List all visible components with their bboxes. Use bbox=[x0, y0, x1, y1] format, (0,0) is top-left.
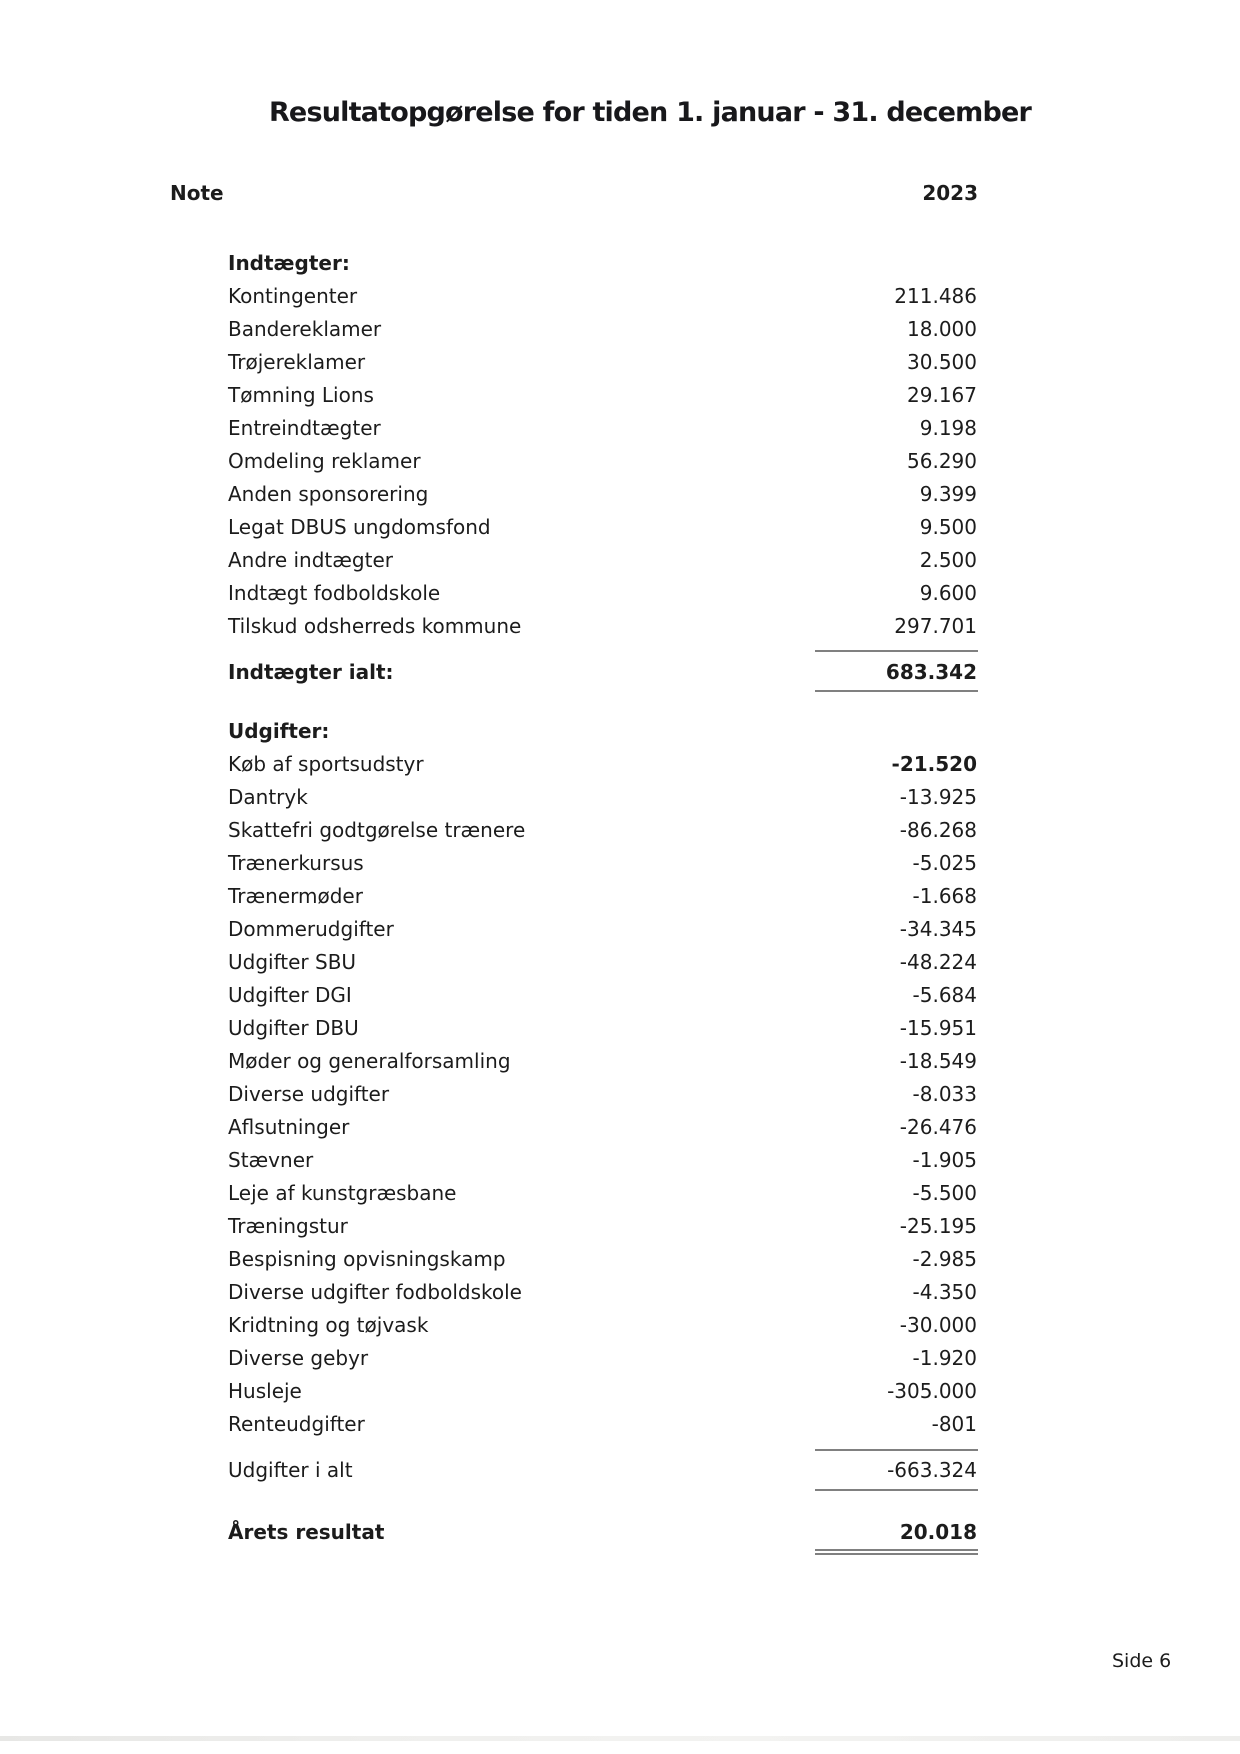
table-row bbox=[228, 1308, 977, 1341]
row-label: Møder og generalforsamling bbox=[228, 1048, 511, 1073]
year-result-double-rule-top bbox=[815, 1549, 978, 1551]
row-label: Husleje bbox=[228, 1378, 302, 1403]
year-result-label: Årets resultat bbox=[228, 1519, 385, 1544]
table-row bbox=[228, 1143, 977, 1176]
table-row bbox=[228, 279, 977, 312]
row-label: Diverse udgifter fodboldskole bbox=[228, 1279, 522, 1304]
row-label: Skattefri godtgørelse trænere bbox=[228, 817, 526, 842]
table-row bbox=[228, 912, 977, 945]
row-value: -8.033 bbox=[912, 1081, 977, 1106]
row-label: Udgifter SBU bbox=[228, 949, 357, 974]
table-row bbox=[228, 1209, 977, 1242]
row-value: 9.198 bbox=[919, 415, 977, 440]
table-row bbox=[228, 609, 977, 642]
row-value: -13.925 bbox=[899, 784, 977, 809]
table-row bbox=[228, 1275, 977, 1308]
table-row bbox=[228, 312, 977, 345]
table-row bbox=[228, 813, 977, 846]
row-value: 29.167 bbox=[907, 382, 977, 407]
table-row bbox=[228, 510, 977, 543]
expenses-section-header: Udgifter: bbox=[228, 718, 330, 743]
row-value: -1.920 bbox=[912, 1345, 977, 1370]
income-section bbox=[228, 246, 977, 642]
row-label: Diverse gebyr bbox=[228, 1345, 369, 1370]
row-label: Legat DBUS ungdomsfond bbox=[228, 514, 491, 539]
row-value: -4.350 bbox=[912, 1279, 977, 1304]
row-label: Trænermøder bbox=[228, 883, 363, 908]
row-value: -1.905 bbox=[912, 1147, 977, 1172]
row-label: Renteudgifter bbox=[228, 1411, 365, 1436]
table-row bbox=[228, 1374, 977, 1407]
row-label: Tilskud odsherreds kommune bbox=[228, 613, 522, 638]
row-label: Trøjereklamer bbox=[228, 349, 366, 374]
row-label: Udgifter DBU bbox=[228, 1015, 359, 1040]
expenses-section-header-row bbox=[228, 714, 977, 747]
income-total-value: 683.342 bbox=[885, 659, 977, 684]
row-value: -21.520 bbox=[891, 751, 977, 776]
scan-artifact-line bbox=[0, 1736, 1240, 1741]
row-label: Trænerkursus bbox=[228, 850, 364, 875]
table-row bbox=[228, 477, 977, 510]
row-label: Dantryk bbox=[228, 784, 308, 809]
row-value: -5.500 bbox=[912, 1180, 977, 1205]
row-value: -26.476 bbox=[899, 1114, 977, 1139]
table-row bbox=[228, 978, 977, 1011]
row-label: Tømning Lions bbox=[228, 382, 374, 407]
table-row bbox=[228, 879, 977, 912]
row-value: -1.668 bbox=[912, 883, 977, 908]
income-total-bottom-rule bbox=[815, 690, 978, 692]
income-rows bbox=[228, 279, 977, 642]
table-row bbox=[228, 1242, 977, 1275]
row-value: -30.000 bbox=[899, 1312, 977, 1337]
row-label: Dommerudgifter bbox=[228, 916, 394, 941]
row-label: Aflsutninger bbox=[228, 1114, 350, 1139]
row-value: 9.600 bbox=[919, 580, 977, 605]
expenses-section bbox=[228, 714, 977, 1440]
table-row bbox=[228, 747, 977, 780]
row-label: Omdeling reklamer bbox=[228, 448, 421, 473]
expenses-total-label: Udgifter i alt bbox=[228, 1457, 353, 1482]
row-value: -15.951 bbox=[899, 1015, 977, 1040]
table-row bbox=[228, 780, 977, 813]
expenses-total-row bbox=[228, 1453, 977, 1486]
row-value: 9.500 bbox=[919, 514, 977, 539]
row-label: Træningstur bbox=[228, 1213, 348, 1238]
income-total-top-rule bbox=[815, 650, 978, 652]
row-value: -305.000 bbox=[887, 1378, 977, 1403]
table-row bbox=[228, 945, 977, 978]
table-row bbox=[228, 543, 977, 576]
row-value: -48.224 bbox=[899, 949, 977, 974]
row-value: -25.195 bbox=[899, 1213, 977, 1238]
table-row bbox=[228, 411, 977, 444]
row-label: Anden sponsorering bbox=[228, 481, 429, 506]
year-column-header: 2023 bbox=[922, 181, 978, 205]
table-row bbox=[228, 1011, 977, 1044]
row-label: Kridtning og tøjvask bbox=[228, 1312, 429, 1337]
row-value: -5.684 bbox=[912, 982, 977, 1007]
table-row bbox=[228, 1110, 977, 1143]
income-total-row bbox=[228, 655, 977, 688]
expenses-total-bottom-rule bbox=[815, 1489, 978, 1491]
row-label: Leje af kunstgræsbane bbox=[228, 1180, 457, 1205]
row-label: Diverse udgifter bbox=[228, 1081, 390, 1106]
table-row bbox=[228, 846, 977, 879]
row-value: 30.500 bbox=[907, 349, 977, 374]
row-value: -18.549 bbox=[899, 1048, 977, 1073]
row-value: -2.985 bbox=[912, 1246, 977, 1271]
table-row bbox=[228, 1077, 977, 1110]
page-title: Resultatopgørelse for tiden 1. januar - 31. december bbox=[268, 97, 1032, 128]
table-row bbox=[228, 345, 977, 378]
row-value: -34.345 bbox=[899, 916, 977, 941]
year-result-row bbox=[228, 1515, 977, 1548]
row-value: 297.701 bbox=[894, 613, 977, 638]
row-label: Bespisning opvisningskamp bbox=[228, 1246, 506, 1271]
table-row bbox=[228, 444, 977, 477]
row-value: -5.025 bbox=[912, 850, 977, 875]
table-row bbox=[228, 1407, 977, 1440]
note-column-header: Note bbox=[170, 181, 224, 205]
row-label: Kontingenter bbox=[228, 283, 358, 308]
income-section-header: Indtægter: bbox=[228, 250, 350, 275]
row-value: 18.000 bbox=[907, 316, 977, 341]
page-number: Side 6 bbox=[1112, 1650, 1172, 1672]
row-label: Indtægt fodboldskole bbox=[228, 580, 441, 605]
table-row bbox=[228, 1341, 977, 1374]
row-value: 56.290 bbox=[907, 448, 977, 473]
expenses-total-top-rule bbox=[815, 1449, 978, 1451]
expenses-total-value: -663.324 bbox=[887, 1457, 977, 1482]
row-label: Entreindtægter bbox=[228, 415, 381, 440]
row-label: Stævner bbox=[228, 1147, 314, 1172]
table-row bbox=[228, 378, 977, 411]
row-value: -801 bbox=[931, 1411, 977, 1436]
row-value: 211.486 bbox=[894, 283, 977, 308]
expense-rows bbox=[228, 747, 977, 1440]
row-label: Andre indtægter bbox=[228, 547, 393, 572]
year-result-value: 20.018 bbox=[899, 1519, 977, 1544]
row-label: Udgifter DGI bbox=[228, 982, 352, 1007]
income-total-label: Indtægter ialt: bbox=[228, 659, 394, 684]
row-value: -86.268 bbox=[899, 817, 977, 842]
year-result-double-rule-bottom bbox=[815, 1553, 978, 1555]
income-section-header-row bbox=[228, 246, 977, 279]
row-value: 2.500 bbox=[919, 547, 977, 572]
row-label: Bandereklamer bbox=[228, 316, 382, 341]
table-row bbox=[228, 576, 977, 609]
table-row bbox=[228, 1044, 977, 1077]
row-label: Køb af sportsudstyr bbox=[228, 751, 424, 776]
table-row bbox=[228, 1176, 977, 1209]
row-value: 9.399 bbox=[919, 481, 977, 506]
